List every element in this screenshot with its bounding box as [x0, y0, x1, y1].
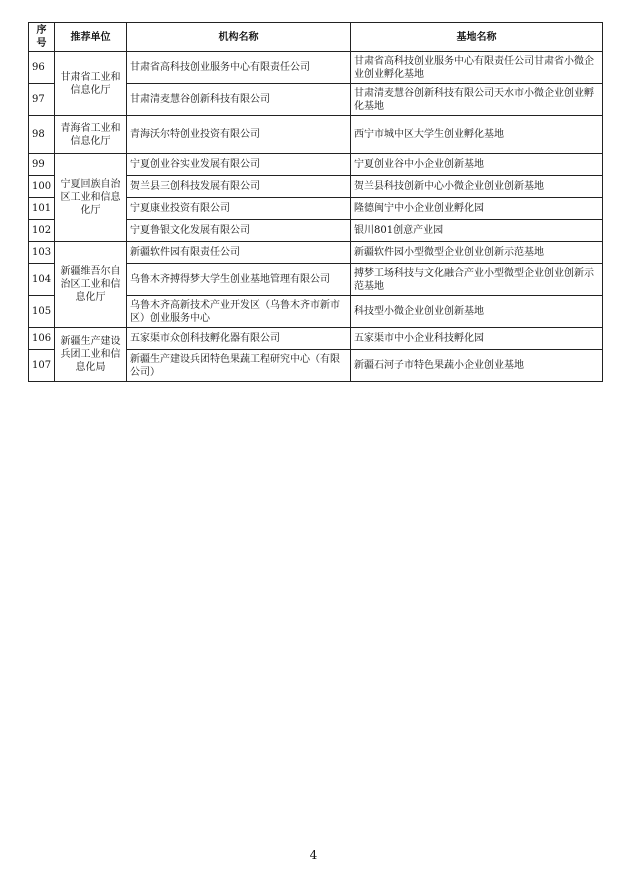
- org-name: 新疆软件园有限责任公司: [127, 242, 351, 264]
- table-row: [29, 242, 603, 264]
- row-number: 102: [29, 220, 55, 242]
- table-row: [29, 52, 603, 84]
- base-name: 甘肃省高科技创业服务中心有限责任公司甘肃省小微企业创业孵化基地: [351, 52, 603, 84]
- table-row: [29, 154, 603, 176]
- org-name: 宁夏康业投资有限公司: [127, 198, 351, 220]
- row-number: 101: [29, 198, 55, 220]
- recommending-unit: 甘肃省工业和信息化厅: [55, 52, 127, 116]
- base-name: 新疆软件园小型微型企业创业创新示范基地: [351, 242, 603, 264]
- row-number: 103: [29, 242, 55, 264]
- row-number: 97: [29, 84, 55, 116]
- org-name: 青海沃尔特创业投资有限公司: [127, 116, 351, 154]
- org-name: 宁夏创业谷实业发展有限公司: [127, 154, 351, 176]
- org-name: 甘肃省高科技创业服务中心有限责任公司: [127, 52, 351, 84]
- table-row: [29, 328, 603, 350]
- row-number: 105: [29, 296, 55, 328]
- row-number: 96: [29, 52, 55, 84]
- header-org: 机构名称: [127, 23, 351, 52]
- org-name: 五家渠市众创科技孵化器有限公司: [127, 328, 351, 350]
- row-number: 99: [29, 154, 55, 176]
- table-row: [29, 116, 603, 154]
- header-row: [29, 23, 603, 52]
- org-name: 乌鲁木齐高新技术产业开发区（乌鲁木齐市新市区）创业服务中心: [127, 296, 351, 328]
- base-name: 新疆石河子市特色果蔬小企业创业基地: [351, 350, 603, 382]
- base-name: 甘肃清麦慧谷创新科技有限公司天水市小微企业创业孵化基地: [351, 84, 603, 116]
- org-name: 新疆生产建设兵团特色果蔬工程研究中心（有限公司）: [127, 350, 351, 382]
- recommending-unit: 青海省工业和信息化厅: [55, 116, 127, 154]
- base-name: 西宁市城中区大学生创业孵化基地: [351, 116, 603, 154]
- base-name: 搏梦工场科技与文化融合产业小型微型企业创业创新示范基地: [351, 264, 603, 296]
- base-name: 贺兰县科技创新中心小微企业创业创新基地: [351, 176, 603, 198]
- recommending-unit: 新疆生产建设兵团工业和信息化局: [55, 328, 127, 382]
- base-name: 隆德闽宁中小企业创业孵化园: [351, 198, 603, 220]
- row-number: 104: [29, 264, 55, 296]
- base-name: 银川801创意产业园: [351, 220, 603, 242]
- org-name: 贺兰县三创科技发展有限公司: [127, 176, 351, 198]
- org-name: 甘肃清麦慧谷创新科技有限公司: [127, 84, 351, 116]
- row-number: 98: [29, 116, 55, 154]
- row-number: 107: [29, 350, 55, 382]
- org-name: 乌鲁木齐搏得梦大学生创业基地管理有限公司: [127, 264, 351, 296]
- header-base: 基地名称: [351, 23, 603, 52]
- base-name: 五家渠市中小企业科技孵化园: [351, 328, 603, 350]
- base-name: 宁夏创业谷中小企业创新基地: [351, 154, 603, 176]
- institution-table: [28, 22, 603, 382]
- page-number: 4: [309, 848, 318, 862]
- recommending-unit: 新疆维吾尔自治区工业和信息化厅: [55, 242, 127, 328]
- header-no: 序号: [29, 23, 55, 52]
- recommending-unit: 宁夏回族自治区工业和信息化厅: [55, 154, 127, 242]
- row-number: 100: [29, 176, 55, 198]
- base-name: 科技型小微企业创业创新基地: [351, 296, 603, 328]
- org-name: 宁夏鲁银文化发展有限公司: [127, 220, 351, 242]
- row-number: 106: [29, 328, 55, 350]
- header-unit: 推荐单位: [55, 23, 127, 52]
